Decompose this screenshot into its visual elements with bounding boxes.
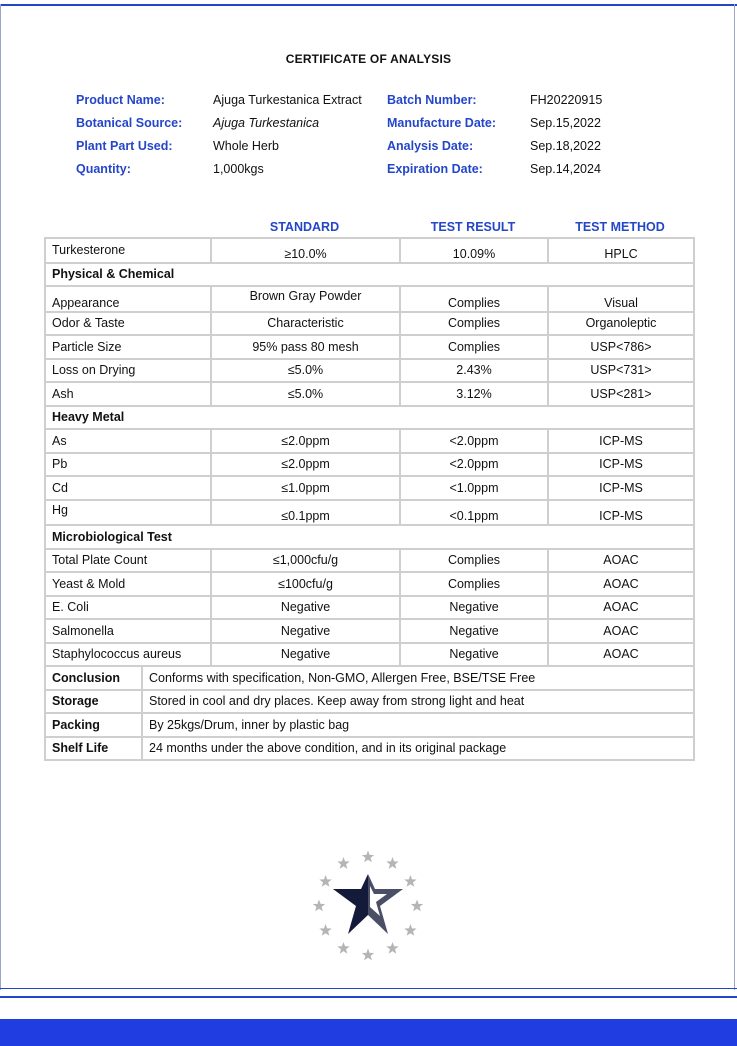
table-row [45, 238, 694, 263]
footer-rule-thin [0, 988, 737, 989]
method-value: ICP-MS [548, 453, 694, 477]
method-value: ICP-MS [548, 476, 694, 500]
table-row [45, 453, 694, 477]
test-item: Appearance [45, 286, 211, 312]
ring-star-icon [337, 942, 349, 954]
method-value: AOAC [548, 572, 694, 596]
ring-star-icon [404, 924, 416, 936]
summary-label: Conclusion [45, 666, 142, 690]
table-row [45, 359, 694, 383]
summary-text: 24 months under the above condition, and in its original package [142, 737, 694, 761]
standard-value: ≤1.0ppm [211, 476, 400, 500]
test-item: Staphylococcus aureus [45, 643, 211, 667]
column-header-standard: STANDARD [269, 220, 340, 234]
result-value: Negative [400, 619, 548, 643]
method-value: AOAC [548, 619, 694, 643]
ring-star-icon [319, 924, 331, 936]
footer-bar [0, 1019, 737, 1046]
method-value: AOAC [548, 549, 694, 573]
result-value: <0.1ppm [400, 500, 548, 526]
batch-number-value: FH20220915 [530, 93, 603, 107]
result-value: Complies [400, 312, 548, 336]
result-value: 10.09% [400, 238, 548, 263]
test-item: Total Plate Count [45, 549, 211, 573]
section-heading: Physical & Chemical [45, 263, 694, 287]
summary-row [45, 737, 694, 761]
table-section-row [45, 525, 694, 549]
standard-value: Characteristic [211, 312, 400, 336]
footer-rule [0, 996, 737, 998]
summary-label: Shelf Life [45, 737, 142, 761]
result-value: 2.43% [400, 359, 548, 383]
test-item: Hg [45, 500, 211, 526]
standard-value: ≤5.0% [211, 382, 400, 406]
test-item: Pb [45, 453, 211, 477]
ring-star-icon [319, 875, 331, 887]
result-value: Complies [400, 335, 548, 359]
test-item: E. Coli [45, 596, 211, 620]
method-value: Organoleptic [548, 312, 694, 336]
document-title: CERTIFICATE OF ANALYSIS [285, 52, 452, 66]
big-star-left-half [333, 874, 368, 934]
standard-value: ≤5.0% [211, 359, 400, 383]
table-row [45, 476, 694, 500]
analysis-date-value: Sep.18,2022 [530, 139, 601, 153]
standard-value: Negative [211, 643, 400, 667]
page-border-left [0, 4, 1, 990]
result-value: <1.0ppm [400, 476, 548, 500]
table-row [45, 643, 694, 667]
table-section-row [45, 263, 694, 287]
method-value: AOAC [548, 596, 694, 620]
section-heading: Microbiological Test [45, 525, 694, 549]
ring-star-icon [386, 857, 398, 869]
summary-label: Packing [45, 713, 142, 737]
plant-part-label: Plant Part Used: [76, 139, 173, 153]
manufacture-date-label: Manufacture Date: [387, 116, 497, 130]
ring-star-icon [313, 900, 325, 912]
analysis-table [44, 237, 695, 761]
method-value: USP<786> [548, 335, 694, 359]
summary-text: Stored in cool and dry places. Keep away from strong light and heat [142, 690, 694, 714]
table-row [45, 619, 694, 643]
ring-star-icon [337, 857, 349, 869]
manufacture-date-value: Sep.15,2022 [530, 116, 601, 130]
summary-text: Conforms with specification, Non-GMO, Allergen Free, BSE/TSE Free [142, 666, 694, 690]
table-row [45, 429, 694, 453]
test-item: Salmonella [45, 619, 211, 643]
method-value: AOAC [548, 643, 694, 667]
ring-star-icon [411, 900, 423, 912]
test-item: Particle Size [45, 335, 211, 359]
column-header-test-result: TEST RESULT [430, 220, 516, 234]
result-value: Complies [400, 572, 548, 596]
botanical-source-label: Botanical Source: [76, 116, 183, 130]
quantity-label: Quantity: [76, 162, 131, 176]
standard-value: Brown Gray Powder [211, 286, 400, 312]
table-row [45, 335, 694, 359]
ring-star-icon [404, 875, 416, 887]
method-value: ICP-MS [548, 500, 694, 526]
result-value: Complies [400, 549, 548, 573]
product-name-value: Ajuga Turkestanica Extract [213, 93, 362, 107]
plant-part-value: Whole Herb [213, 139, 279, 153]
test-item: Odor & Taste [45, 312, 211, 336]
summary-row [45, 666, 694, 690]
product-name-label: Product Name: [76, 93, 165, 107]
summary-text: By 25kgs/Drum, inner by plastic bag [142, 713, 694, 737]
table-row [45, 382, 694, 406]
star-ring-logo-icon [308, 846, 428, 966]
analysis-date-label: Analysis Date: [387, 139, 474, 153]
table-row [45, 312, 694, 336]
expiration-date-value: Sep.14,2024 [530, 162, 601, 176]
standard-value: ≤1,000cfu/g [211, 549, 400, 573]
standard-value: ≤2.0ppm [211, 429, 400, 453]
ring-star-icon [386, 942, 398, 954]
test-item: As [45, 429, 211, 453]
table-row [45, 549, 694, 573]
table-row [45, 572, 694, 596]
table-row [45, 596, 694, 620]
column-header-test-method: TEST METHOD [575, 220, 665, 234]
botanical-source-value: Ajuga Turkestanica [213, 116, 320, 130]
page-border-right [734, 4, 735, 990]
section-heading: Heavy Metal [45, 406, 694, 430]
summary-label: Storage [45, 690, 142, 714]
result-value: Negative [400, 596, 548, 620]
method-value: HPLC [548, 238, 694, 263]
method-value: ICP-MS [548, 429, 694, 453]
ring-star-icon [362, 851, 374, 863]
result-value: Complies [400, 286, 548, 312]
test-item: Yeast & Mold [45, 572, 211, 596]
standard-value: 95% pass 80 mesh [211, 335, 400, 359]
result-value: 3.12% [400, 382, 548, 406]
method-value: Visual [548, 286, 694, 312]
ring-star-icon [362, 949, 374, 961]
test-item: Turkesterone [45, 238, 211, 263]
test-item: Ash [45, 382, 211, 406]
expiration-date-label: Expiration Date: [387, 162, 483, 176]
page-border-top [0, 4, 737, 6]
result-value: Negative [400, 643, 548, 667]
standard-value: ≤100cfu/g [211, 572, 400, 596]
result-value: <2.0ppm [400, 429, 548, 453]
quantity-value: 1,000kgs [213, 162, 264, 176]
test-item: Loss on Drying [45, 359, 211, 383]
summary-row [45, 713, 694, 737]
result-value: <2.0ppm [400, 453, 548, 477]
standard-value: Negative [211, 619, 400, 643]
table-section-row [45, 406, 694, 430]
standard-value: Negative [211, 596, 400, 620]
table-row [45, 286, 694, 312]
standard-value: ≤2.0ppm [211, 453, 400, 477]
method-value: USP<281> [548, 382, 694, 406]
table-row [45, 500, 694, 526]
batch-number-label: Batch Number: [387, 93, 477, 107]
summary-row [45, 690, 694, 714]
test-item: Cd [45, 476, 211, 500]
method-value: USP<731> [548, 359, 694, 383]
standard-value: ≤0.1ppm [211, 500, 400, 526]
standard-value: ≥10.0% [211, 238, 400, 263]
